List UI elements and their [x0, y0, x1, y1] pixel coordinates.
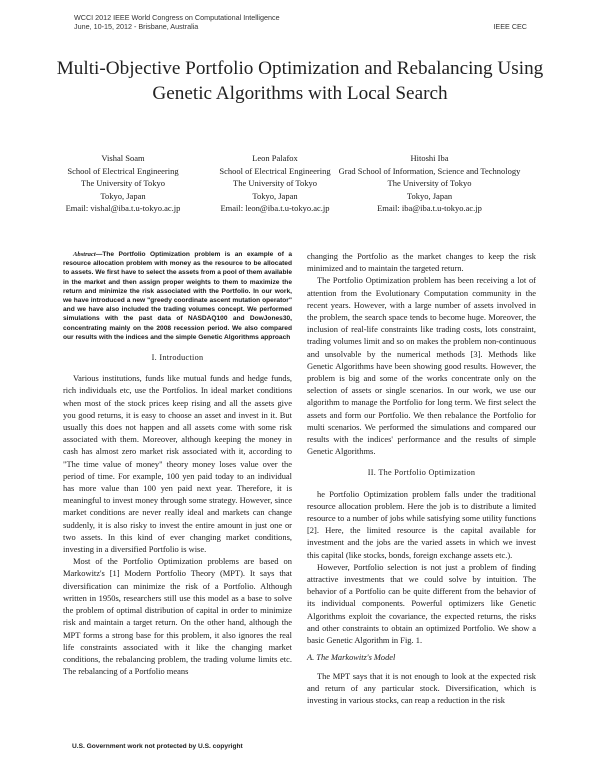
author-name: Leon Palafox — [252, 153, 298, 163]
author-dept: School of Electrical Engineering — [219, 165, 331, 176]
paragraph: changing the Portfolio as the market changes to keep the risk minimized and to maintain the targeted return. — [307, 251, 536, 274]
section-heading-introduction: I. Introduction — [151, 353, 204, 363]
author-univ: The University of Tokyo — [387, 178, 472, 188]
paragraph: However, Portfolio selection is not just a problem of finding attractive investments that we could solve by intuition. The behavior of a Portfolio can be quite different from the behavior of its individual components. Powerful optimizers like Genetic Algorithms exploit the covariance, the expected returns, the risks and other constraints to obtain an optimized Portfolio. We show a basic Genetic Algorithm in Fig. 1. — [307, 561, 536, 646]
author-email: Email: vishal@iba.t.u-tokyo.ac.jp — [65, 203, 181, 213]
author-email: Email: iba@iba.t.u-tokyo.ac.jp — [377, 203, 482, 213]
conference-name: WCCI 2012 IEEE World Congress on Computational Intelligence — [74, 13, 280, 22]
author-email: Email: leon@iba.t.u-tokyo.ac.jp — [220, 203, 330, 213]
author-location: Tokyo, Japan — [100, 190, 146, 201]
paragraph: The MPT says that it is not enough to look at the expected risk and return of any particular stock. Diversification, which is investing in various stocks, can reap a reduction in the risk — [307, 670, 536, 705]
author-block — [195, 152, 355, 215]
abstract-label: Abstract — [73, 251, 96, 258]
right-column — [307, 250, 536, 706]
author-location: Tokyo, Japan — [252, 190, 298, 201]
track-label: IEEE CEC — [493, 22, 527, 31]
author-univ: The University of Tokyo — [81, 178, 165, 188]
section-heading-portfolio-optimization: II. The Portfolio Optimization — [367, 468, 476, 478]
conference-dates: June, 10-15, 2012 - Brisbane, Australia — [74, 22, 199, 31]
author-block — [58, 152, 188, 215]
author-location: Tokyo, Japan — [406, 190, 453, 201]
author-name: Vishal Soam — [101, 153, 145, 163]
author-dept: School of Electrical Engineering — [67, 165, 179, 176]
paragraph: The Portfolio Optimization problem has been receiving a lot of attention from the Evolutionary Computation community in the recent years. However, with a large number of assets involved in the problem, the search space tends to become huge. Moreover, the inclusion of real-life constraints like trading costs, lots constraint, trading volumes limit and so on makes the problem non-continuous and unsolvable by the numerical methods [3]. Methods like Genetic Algorithms have been showing good results. However, the problem is big and some of the works concentrate only on the selection of assets or single scenarios. In our work, we use our algorithm to manage the Portfolio for long term. We first select the assets and form our Portfolio. We then rebalance the Portfolio for multi scenarios. We performed the simulations and compared our results with the indices' performance and the results of simple Genetic Algorithms. — [307, 275, 536, 457]
conference-header — [74, 13, 280, 31]
paragraph: Most of the Portfolio Optimization problems are based on Markowitz's [1] Modern Portfolio Theory (MPT). It says that diversification can minimize the risk of a Portfolio. Although written in 1950s, researchers still use this model as a base to solve the problem of optimal distribution of capital in order to minimize risk and maintain a target return. On the other hand, although the MPT forms a strong base for this problem, it also ignores the real life constraints associated with it like the changing market conditions, the rebalancing problem, the trading volume limits etc. The rebalancing of a Portfolio means — [63, 556, 292, 677]
copyright-footer: U.S. Government work not protected by U.S. copyright — [72, 743, 243, 750]
abstract-text: —The Portfolio Optimization problem is an example of a resource allocation problem with money as the resource to be allocated to assets. We first have to select the assets from a pool of them available in the market and then assign proper weights to them to maximize the return and minimize the risk associated with the Portfolio. In our work, we have introduced a new "greedy coordinate ascent mutation operator" and we have also included the trading volumes concept. We performed simulations with the past data of NASDAQ100 and DowJones30, concentrating mainly on the 2008 recession period. We also compared our results with the indices and the simple Genetic Algorithms approach — [63, 251, 292, 341]
paper-title: Multi-Objective Portfolio Optimization and Rebalancing Using Genetic Algorithms with Local Search — [56, 58, 544, 104]
author-univ: The University of Tokyo — [233, 178, 317, 188]
paragraph: he Portfolio Optimization problem falls under the traditional resource allocation problem. Here the job is to distribute a limited resource to a number of jobs while satisfying some utility functions [2]. Here, the limited resource is the capital available for investment and the jobs are the varied assets in which we invest this capital (like stocks, bonds, foreign exchange assets etc.). — [307, 488, 536, 560]
author-name: Hitoshi Iba — [410, 153, 449, 163]
subsection-heading-markowitz: A. The Markowitz's Model — [307, 653, 396, 663]
author-block — [332, 152, 527, 215]
left-column — [63, 250, 292, 677]
paragraph: Various institutions, funds like mutual funds and hedge funds, rich individuals etc, use the Portfolios. In ideal market conditions when most of the stock prices keep rising and all the assets give you good returns, it is easy to choose an asset and invest in it. But usually this does not happen and all assets come with some risk associated with them. Moreover, although keeping the money in cash has almost zero market risk associated with it, according to "The time value of money" theory money loses value over the period of time. For example, 100 yen paid today to an individual has more value than 100 yen paid next year. Therefore, it is meaningful to invest money through some strategy. However, since market conditions are never really ideal and markets can change suddenly, it is also risky to invest the entire amount in just one or two assets. In this kind of ever changing market conditions, investing in a diversified Portfolio is wise. — [63, 373, 292, 555]
abstract — [63, 250, 292, 342]
author-dept: Grad School of Information, Science and Technology — [338, 165, 521, 176]
